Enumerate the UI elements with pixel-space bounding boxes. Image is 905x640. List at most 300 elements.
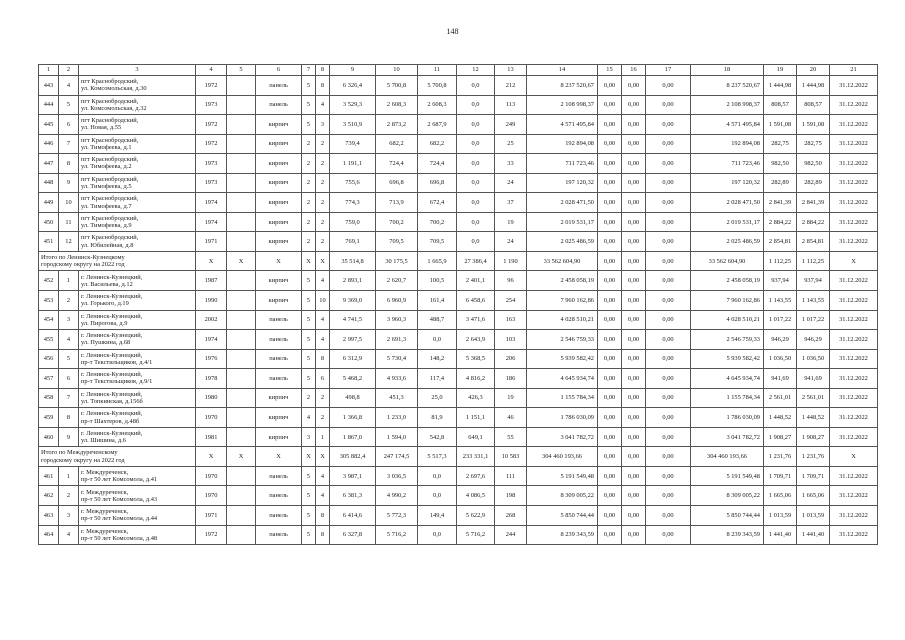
table-cell-address: г. Ленинск-Кузнецкий, ул. Васильева, д.12 [79, 271, 196, 291]
column-header: 7 [302, 65, 316, 76]
table-cell-year: 1978 [196, 369, 227, 389]
table-cell-c18: 1 786 030,09 [691, 408, 764, 428]
table-cell-address: г. Ленинск-Кузнецкий, ул. Пирогова, д.9 [79, 310, 196, 330]
table-cell-area-res2: 25,0 [418, 388, 457, 408]
table-cell-c18: 3 041 782,72 [691, 427, 764, 447]
table-cell-c17: 0,00 [646, 251, 691, 271]
table-cell-address: пгт Краснобродский, ул. Тимофеева, д.9 [79, 212, 196, 232]
table-cell-c15: 0,00 [598, 330, 622, 350]
table-cell-floors: 5 [302, 291, 316, 311]
table-cell-area-nonres: 5 368,5 [457, 349, 495, 369]
table-cell-cost-total: 197 120,32 [527, 173, 598, 193]
column-header: 14 [527, 65, 598, 76]
table-cell-cost-total: 5 191 549,48 [527, 466, 598, 486]
table-cell-area-res2: 700,2 [418, 212, 457, 232]
table-cell-c18: 4 645 934,74 [691, 369, 764, 389]
table-cell-entrances: 1 [316, 427, 330, 447]
table-cell-c20: 282,75 [797, 134, 830, 154]
table-cell-c19: 2 561,01 [764, 388, 797, 408]
table-cell-cost-total: 2 108 998,37 [527, 95, 598, 115]
table-cell-area-total: 6 381,3 [330, 486, 376, 506]
table-cell-year: 1981 [196, 427, 227, 447]
table-cell-floors: 2 [302, 232, 316, 252]
table-cell-area-res2: 724,4 [418, 154, 457, 174]
table-cell-area-total: 5 468,2 [330, 369, 376, 389]
table-cell-c16: 0,00 [622, 525, 646, 545]
table-cell-material: панель [256, 369, 302, 389]
table-cell-area-res2: 2 608,3 [418, 95, 457, 115]
table-cell-area-res: 5 716,2 [376, 525, 418, 545]
table-cell-address: г. Ленинск-Кузнецкий, ул. Пушкина, д.68 [79, 330, 196, 350]
table-cell-cost-total: 8 239 343,59 [527, 525, 598, 545]
table-cell-c15: 0,00 [598, 486, 622, 506]
table-cell-c16: 0,00 [622, 154, 646, 174]
table-cell-year: 1990 [196, 291, 227, 311]
table-cell-date: 31.12.2022 [830, 232, 878, 252]
table-cell-address: пгт Краснобродский, ул. Комсомольская, д.30 [79, 76, 196, 96]
table-cell-cost-total: 304 460 193,66 [527, 447, 598, 467]
table-cell-c20: 1 665,06 [797, 486, 830, 506]
table-cell-entrances: 2 [316, 154, 330, 174]
table-cell-date: 31.12.2022 [830, 486, 878, 506]
table-cell-residents: 46 [495, 408, 527, 428]
table-row [39, 271, 878, 291]
table-cell-c16: 0,00 [622, 134, 646, 154]
table-cell-c7: Х [302, 447, 316, 467]
table-cell-area-nonres: 426,3 [457, 388, 495, 408]
table-cell-year: 1987 [196, 271, 227, 291]
table-cell-cost-total: 2 546 759,33 [527, 330, 598, 350]
table-cell-floors: 3 [302, 427, 316, 447]
table-cell-c15: 0,00 [598, 115, 622, 135]
table-cell-area-res2: 488,7 [418, 310, 457, 330]
table-cell-c17: 0,00 [646, 271, 691, 291]
table-cell-c20: 2 841,39 [797, 193, 830, 213]
table-cell-entrances: 2 [316, 134, 330, 154]
table-cell-c19: 1 143,55 [764, 291, 797, 311]
table-cell-c15: 0,00 [598, 408, 622, 428]
table-cell-year: 1971 [196, 506, 227, 526]
table-row [39, 310, 878, 330]
table-row [39, 525, 878, 545]
table-cell-date: 31.12.2022 [830, 427, 878, 447]
table-cell-residents: 37 [495, 193, 527, 213]
table-cell-address: пгт Краснобродский, ул. Новая, д.55 [79, 115, 196, 135]
records-table [38, 64, 878, 545]
table-row [39, 427, 878, 447]
column-header: 3 [79, 65, 196, 76]
table-cell-residents: 206 [495, 349, 527, 369]
table-row [39, 291, 878, 311]
table-cell-entrances: 10 [316, 291, 330, 311]
table-cell-n2: 6 [59, 115, 79, 135]
table-cell-n1: 452 [39, 271, 59, 291]
table-body [39, 76, 878, 545]
table-cell-date: 31.12.2022 [830, 76, 878, 96]
table-cell-date: 31.12.2022 [830, 95, 878, 115]
table-cell-c18: 5 939 582,42 [691, 349, 764, 369]
table-cell-cost-total: 4 645 934,74 [527, 369, 598, 389]
table-cell-address: пгт Краснобродский, ул. Тимофеева, д.5 [79, 173, 196, 193]
table-cell-residents: 113 [495, 95, 527, 115]
table-cell-date: 31.12.2022 [830, 506, 878, 526]
table-cell-c5 [227, 427, 256, 447]
table-row [39, 369, 878, 389]
table-cell-area-nonres: 0,0 [457, 115, 495, 135]
table-cell-date: 31.12.2022 [830, 525, 878, 545]
table-cell-c16: 0,00 [622, 330, 646, 350]
table-cell-date: 31.12.2022 [830, 349, 878, 369]
table-cell-area-nonres: 0,0 [457, 193, 495, 213]
table-cell-c15: 0,00 [598, 447, 622, 467]
table-cell-c19: 282,89 [764, 173, 797, 193]
table-cell-area-res: 2 620,7 [376, 271, 418, 291]
table-cell-area-nonres: 1 151,1 [457, 408, 495, 428]
table-cell-c19: 1 665,06 [764, 486, 797, 506]
table-cell-address: г. Ленинск-Кузнецкий, пр-т Текстильщиков, д.9/1 [79, 369, 196, 389]
table-cell-residents: 254 [495, 291, 527, 311]
table-cell-c5 [227, 115, 256, 135]
table-cell-area-res: 6 960,9 [376, 291, 418, 311]
table-cell-area-nonres: 0,0 [457, 134, 495, 154]
table-cell-n1: 453 [39, 291, 59, 311]
table-cell-cost-total: 5 939 582,42 [527, 349, 598, 369]
table-cell-area-res2: 2 687,9 [418, 115, 457, 135]
table-cell-c19: 982,50 [764, 154, 797, 174]
table-header [39, 65, 878, 76]
table-cell-cost-total: 4 571 495,84 [527, 115, 598, 135]
table-cell-c17: 0,00 [646, 212, 691, 232]
table-cell-c20: 808,57 [797, 95, 830, 115]
table-cell-c6: Х [256, 251, 302, 271]
table-cell-n1: 448 [39, 173, 59, 193]
table-cell-n1: 455 [39, 330, 59, 350]
table-cell-c19: 1 591,08 [764, 115, 797, 135]
table-cell-floors: 2 [302, 173, 316, 193]
table-cell-n1: 443 [39, 76, 59, 96]
table-cell-entrances: 2 [316, 173, 330, 193]
table-cell-address: пгт Краснобродский, ул. Юбилейная, д.8 [79, 232, 196, 252]
table-cell-c15: 0,00 [598, 134, 622, 154]
column-header: 8 [316, 65, 330, 76]
table-cell-area-res: 451,3 [376, 388, 418, 408]
table-cell-year: 1980 [196, 388, 227, 408]
table-cell-area-res2: 672,4 [418, 193, 457, 213]
table-cell-n2: 10 [59, 193, 79, 213]
table-cell-n1: 454 [39, 310, 59, 330]
table-cell-c19: 2 884,22 [764, 212, 797, 232]
table-cell-date: 31.12.2022 [830, 408, 878, 428]
table-cell-area-total: 3 529,3 [330, 95, 376, 115]
table-cell-area-res2: 149,4 [418, 506, 457, 526]
column-header: 2 [59, 65, 79, 76]
table-cell-c17: 0,00 [646, 447, 691, 467]
table-cell-area-total: 35 514,8 [330, 251, 376, 271]
table-cell-year: 2002 [196, 310, 227, 330]
table-cell-c18: 2 025 486,59 [691, 232, 764, 252]
table-cell-area-res: 713,9 [376, 193, 418, 213]
table-cell-c17: 0,00 [646, 388, 691, 408]
table-cell-c5: Х [227, 447, 256, 467]
table-cell-material: панель [256, 525, 302, 545]
table-cell-date: 31.12.2022 [830, 193, 878, 213]
table-cell-entrances: 2 [316, 388, 330, 408]
table-cell-n1: 458 [39, 388, 59, 408]
table-cell-c18: 8 239 343,59 [691, 525, 764, 545]
table-cell-entrances: 6 [316, 369, 330, 389]
table-cell-area-total: 2 997,5 [330, 330, 376, 350]
table-cell-floors: 5 [302, 486, 316, 506]
table-cell-address: пгт Краснобродский, ул. Тимофеева, д.7 [79, 193, 196, 213]
table-cell-date: 31.12.2022 [830, 369, 878, 389]
column-header: 20 [797, 65, 830, 76]
table-cell-area-total: 2 893,1 [330, 271, 376, 291]
table-cell-c15: 0,00 [598, 154, 622, 174]
table-cell-area-res2: 0,0 [418, 486, 457, 506]
table-cell-area-total: 774,3 [330, 193, 376, 213]
table-cell-area-nonres: 27 386,4 [457, 251, 495, 271]
table-cell-entrances: 3 [316, 115, 330, 135]
table-cell-area-res: 247 174,5 [376, 447, 418, 467]
table-cell-n2: 11 [59, 212, 79, 232]
table-cell-c17: 0,00 [646, 310, 691, 330]
table-cell-date: Х [830, 447, 878, 467]
table-cell-area-res2: 542,8 [418, 427, 457, 447]
table-cell-c15: 0,00 [598, 251, 622, 271]
table-cell-material: кирпич [256, 408, 302, 428]
table-cell-cost-total: 2 019 531,17 [527, 212, 598, 232]
table-cell-n2: 6 [59, 369, 79, 389]
table-cell-material: кирпич [256, 193, 302, 213]
table-cell-floors: 5 [302, 349, 316, 369]
table-cell-c15: 0,00 [598, 232, 622, 252]
table-cell-area-nonres: 0,0 [457, 212, 495, 232]
table-cell-c18: 711 723,46 [691, 154, 764, 174]
table-cell-material: панель [256, 506, 302, 526]
table-cell-c16: 0,00 [622, 369, 646, 389]
table-cell-residents: 186 [495, 369, 527, 389]
table-cell-n2: 4 [59, 525, 79, 545]
table-cell-area-nonres: 0,0 [457, 95, 495, 115]
table-cell-c15: 0,00 [598, 427, 622, 447]
table-cell-date: 31.12.2022 [830, 388, 878, 408]
table-cell-n2: 1 [59, 271, 79, 291]
table-cell-c19: 1 441,40 [764, 525, 797, 545]
table-cell-entrances: 2 [316, 212, 330, 232]
table-cell-cost-total: 5 850 744,44 [527, 506, 598, 526]
table-cell-c5 [227, 466, 256, 486]
table-cell-c17: 0,00 [646, 134, 691, 154]
table-cell-c19: 1 036,50 [764, 349, 797, 369]
table-cell-c17: 0,00 [646, 154, 691, 174]
table-cell-c16: 0,00 [622, 486, 646, 506]
table-cell-area-nonres: 6 458,6 [457, 291, 495, 311]
table-cell-cost-total: 192 894,08 [527, 134, 598, 154]
table-cell-c17: 0,00 [646, 466, 691, 486]
table-cell-area-res: 682,2 [376, 134, 418, 154]
table-cell-area-total: 1 867,0 [330, 427, 376, 447]
table-cell-c18: 2 458 058,19 [691, 271, 764, 291]
table-cell-c18: 304 460 193,66 [691, 447, 764, 467]
table-cell-date: 31.12.2022 [830, 330, 878, 350]
table-cell-n1: 464 [39, 525, 59, 545]
table-cell-residents: 268 [495, 506, 527, 526]
table-cell-c17: 0,00 [646, 349, 691, 369]
table-cell-n2: 1 [59, 466, 79, 486]
table-cell-c17: 0,00 [646, 525, 691, 545]
table-cell-floors: 5 [302, 115, 316, 135]
table-cell-area-res2: 709,5 [418, 232, 457, 252]
table-cell-material: кирпич [256, 427, 302, 447]
column-header: 19 [764, 65, 797, 76]
table-cell-c19: 282,75 [764, 134, 797, 154]
table-cell-material: панель [256, 330, 302, 350]
table-cell-c5 [227, 134, 256, 154]
table-cell-c18: 4 028 510,21 [691, 310, 764, 330]
table-cell-residents: 163 [495, 310, 527, 330]
table-cell-material: кирпич [256, 232, 302, 252]
table-cell-c15: 0,00 [598, 193, 622, 213]
table-cell-residents: 55 [495, 427, 527, 447]
table-cell-floors: 5 [302, 271, 316, 291]
table-cell-area-res: 3 036,5 [376, 466, 418, 486]
table-cell-label: Итого по Ленинск-Кузнецкому городскому округу на 2022 год [39, 251, 196, 271]
table-cell-year: 1972 [196, 115, 227, 135]
table-cell-area-nonres: 3 471,6 [457, 310, 495, 330]
table-cell-residents: 244 [495, 525, 527, 545]
table-cell-entrances: 2 [316, 193, 330, 213]
table-cell-n2: 9 [59, 427, 79, 447]
table-row [39, 349, 878, 369]
table-cell-cost-total: 711 723,46 [527, 154, 598, 174]
table-cell-c15: 0,00 [598, 466, 622, 486]
table-cell-n1: 446 [39, 134, 59, 154]
table-cell-area-nonres: 2 697,6 [457, 466, 495, 486]
column-header: 11 [418, 65, 457, 76]
table-cell-c20: 1 908,27 [797, 427, 830, 447]
table-cell-n1: 444 [39, 95, 59, 115]
column-header: 17 [646, 65, 691, 76]
table-cell-c18: 7 960 162,86 [691, 291, 764, 311]
table-cell-c17: 0,00 [646, 232, 691, 252]
table-cell-n1: 447 [39, 154, 59, 174]
table-cell-entrances: 4 [316, 310, 330, 330]
table-cell-cost-total: 8 309 005,22 [527, 486, 598, 506]
table-cell-year: 1970 [196, 408, 227, 428]
table-cell-floors: 5 [302, 310, 316, 330]
table-cell-c5 [227, 486, 256, 506]
table-row [39, 212, 878, 232]
table-cell-residents: 33 [495, 154, 527, 174]
table-cell-floors: 5 [302, 506, 316, 526]
table-cell-n1: 463 [39, 506, 59, 526]
table-cell-area-nonres: 0,0 [457, 232, 495, 252]
table-cell-n2: 7 [59, 134, 79, 154]
table-cell-label: Итого по Междуреченскому городскому округу на 2022 год [39, 447, 196, 467]
table-cell-date: 31.12.2022 [830, 271, 878, 291]
table-cell-c16: 0,00 [622, 271, 646, 291]
table-cell-date: 31.12.2022 [830, 466, 878, 486]
table-cell-area-total: 4 741,5 [330, 310, 376, 330]
table-cell-c16: 0,00 [622, 506, 646, 526]
table-cell-c20: 1 709,71 [797, 466, 830, 486]
table-cell-residents: 10 583 [495, 447, 527, 467]
table-row [39, 76, 878, 96]
subtotal-row [39, 447, 878, 467]
table-cell-area-res: 30 175,5 [376, 251, 418, 271]
table-cell-c16: 0,00 [622, 447, 646, 467]
table-cell-area-total: 759,0 [330, 212, 376, 232]
table-cell-n2: 4 [59, 330, 79, 350]
table-cell-c5 [227, 76, 256, 96]
table-cell-address: г. Междуреченск, пр-т 50 лет Комсомола, д.41 [79, 466, 196, 486]
table-row [39, 232, 878, 252]
table-cell-c8: Х [316, 447, 330, 467]
table-cell-entrances: 4 [316, 330, 330, 350]
table-cell-area-total: 305 882,4 [330, 447, 376, 467]
table-cell-area-res: 4 990,2 [376, 486, 418, 506]
table-cell-c20: 1 143,55 [797, 291, 830, 311]
table-cell-year: 1973 [196, 154, 227, 174]
table-cell-residents: 24 [495, 173, 527, 193]
table-cell-n2: 3 [59, 506, 79, 526]
table-cell-c17: 0,00 [646, 330, 691, 350]
table-cell-c16: 0,00 [622, 95, 646, 115]
table-cell-year: 1974 [196, 193, 227, 213]
table-cell-c19: 1 231,76 [764, 447, 797, 467]
table-cell-area-res: 696,8 [376, 173, 418, 193]
table-cell-material: панель [256, 486, 302, 506]
table-cell-material: панель [256, 95, 302, 115]
table-cell-area-total: 6 312,9 [330, 349, 376, 369]
table-cell-material: кирпич [256, 115, 302, 135]
table-cell-n2: 9 [59, 173, 79, 193]
table-cell-c20: 1 448,52 [797, 408, 830, 428]
table-cell-area-res2: 161,4 [418, 291, 457, 311]
table-cell-c5 [227, 212, 256, 232]
table-cell-c4: Х [196, 447, 227, 467]
table-cell-c19: 1 112,25 [764, 251, 797, 271]
table-cell-n2: 12 [59, 232, 79, 252]
table-cell-year: 1970 [196, 466, 227, 486]
table-cell-floors: 5 [302, 369, 316, 389]
table-cell-cost-total: 4 028 510,21 [527, 310, 598, 330]
table-cell-c20: 282,89 [797, 173, 830, 193]
column-header: 5 [227, 65, 256, 76]
table-cell-c20: 1 444,98 [797, 76, 830, 96]
table-cell-n2: 7 [59, 388, 79, 408]
table-cell-entrances: 4 [316, 486, 330, 506]
table-cell-area-res2: 5 700,8 [418, 76, 457, 96]
table-cell-date: 31.12.2022 [830, 154, 878, 174]
table-cell-c16: 0,00 [622, 466, 646, 486]
table-cell-n2: 5 [59, 95, 79, 115]
table-cell-area-res2: 696,8 [418, 173, 457, 193]
table-cell-floors: 2 [302, 193, 316, 213]
table-cell-c20: 982,50 [797, 154, 830, 174]
table-cell-area-res: 2 873,2 [376, 115, 418, 135]
table-cell-c15: 0,00 [598, 271, 622, 291]
table-cell-c5 [227, 193, 256, 213]
table-cell-c19: 1 709,71 [764, 466, 797, 486]
table-cell-residents: 111 [495, 466, 527, 486]
table-cell-area-res: 700,2 [376, 212, 418, 232]
table-cell-c18: 4 571 495,84 [691, 115, 764, 135]
table-cell-c5 [227, 506, 256, 526]
table-cell-n2: 2 [59, 486, 79, 506]
table-cell-year: 1974 [196, 330, 227, 350]
table-cell-material: панель [256, 310, 302, 330]
